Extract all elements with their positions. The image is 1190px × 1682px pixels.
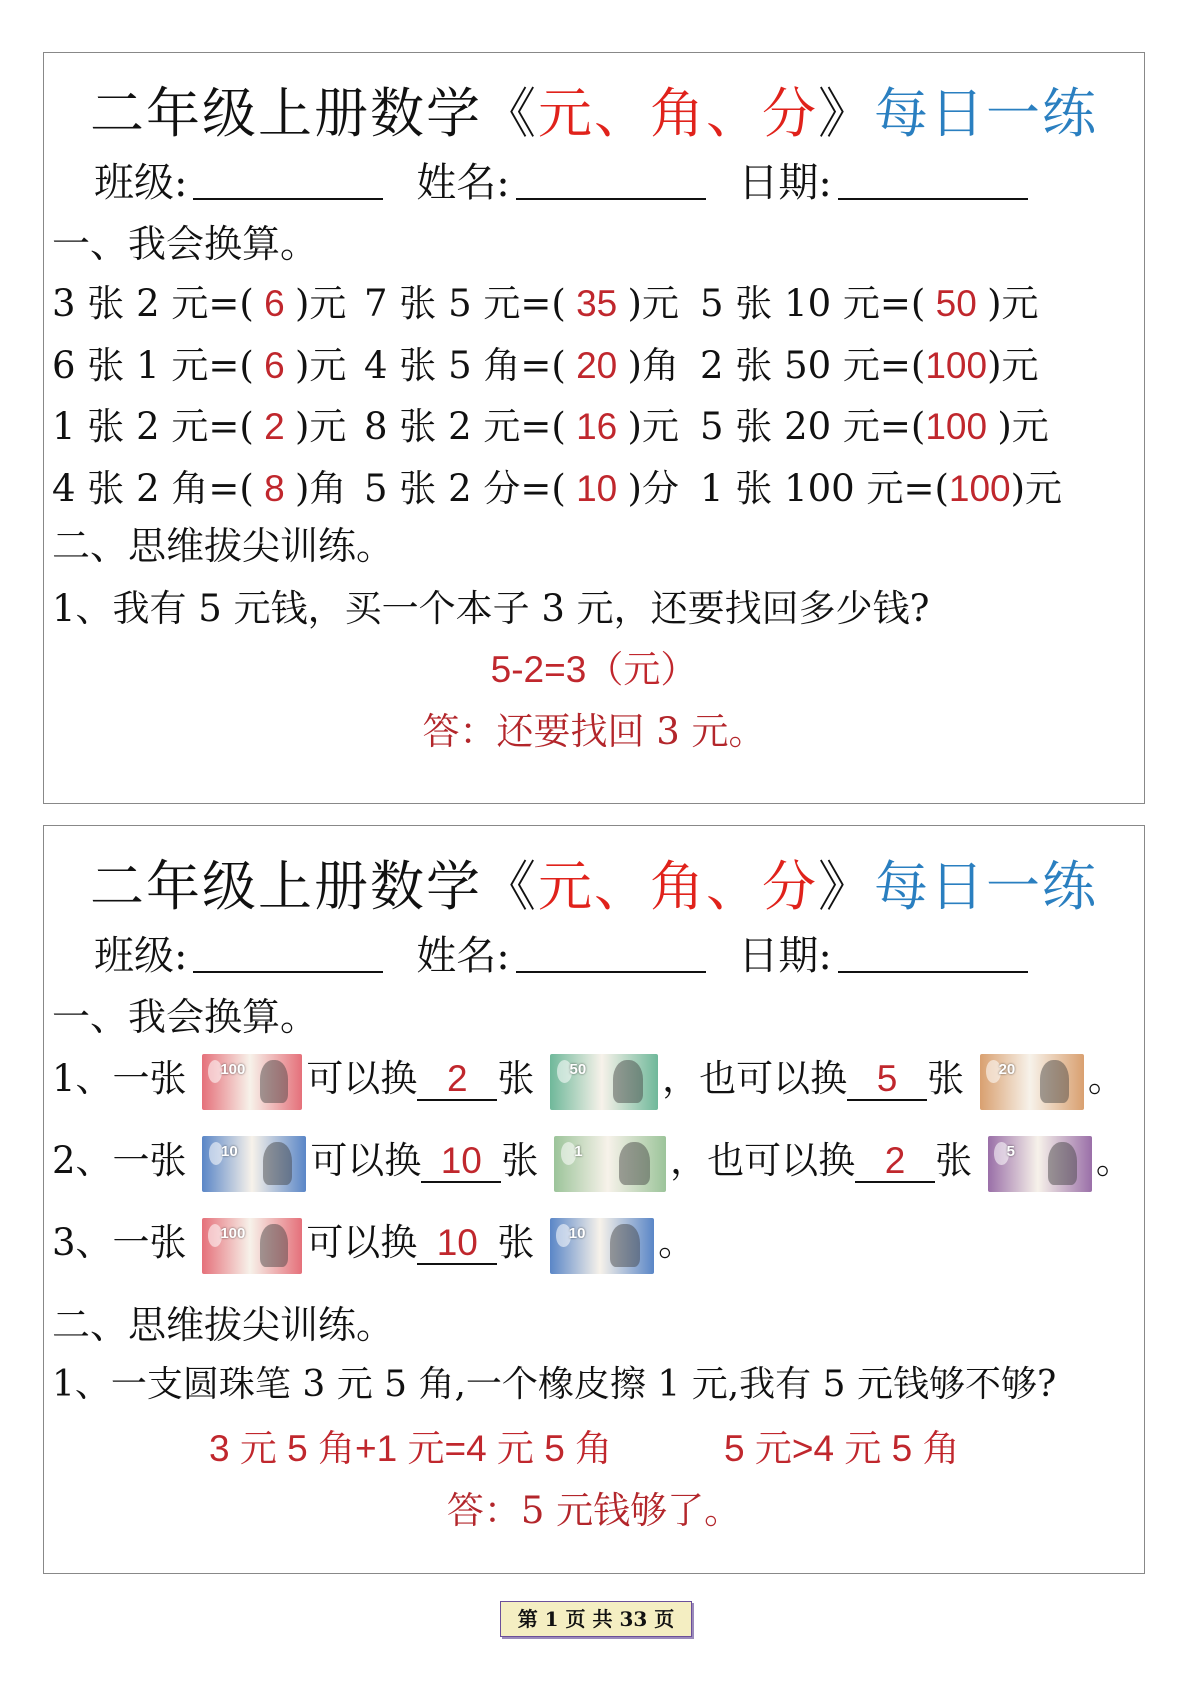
answer-value: 10 bbox=[565, 468, 628, 509]
class-label: 班级: bbox=[94, 160, 188, 206]
answer-value: 100 bbox=[925, 406, 998, 447]
worksheet-title: 二年级上册数学《元、角、分》每日一练 bbox=[90, 82, 1098, 145]
class-blank bbox=[193, 162, 383, 200]
answer-value: 35 bbox=[565, 283, 628, 324]
answer-value: 100 bbox=[925, 345, 988, 386]
banknote-10-image: 10 bbox=[550, 1218, 654, 1274]
note-exchange-item-3: 3、一张 100 可以换 10 张 10 。 bbox=[52, 1212, 695, 1274]
solution-answer: 答：还要找回 3 元。 bbox=[422, 710, 766, 753]
conversion-item: 5 张 2 分=( 10 )分 bbox=[364, 467, 679, 510]
name-blank bbox=[516, 162, 706, 200]
banknote-100-image: 100 bbox=[202, 1218, 302, 1274]
word-problem: 1、一支圆珠笔 3 元 5 角,一个橡皮擦 1 元,我有 5 元钱够不够? bbox=[52, 1364, 1057, 1405]
worksheet-card-2 bbox=[43, 825, 1145, 1574]
conversion-item: 1 张 2 元=( 2 )元 bbox=[52, 405, 347, 448]
banknote-100-image: 100 bbox=[202, 1054, 302, 1110]
word-problem: 1、我有 5 元钱，买一个本子 3 元，还要找回多少钱? bbox=[52, 587, 930, 630]
answer-value: 6 bbox=[253, 345, 295, 386]
worksheet-title: 二年级上册数学《元、角、分》每日一练 bbox=[90, 855, 1098, 918]
conversion-item: 7 张 5 元=( 35 )元 bbox=[364, 282, 679, 325]
conversion-item: 4 张 5 角=( 20 )角 bbox=[364, 344, 679, 387]
conversion-item: 5 张 10 元=( 50 )元 bbox=[700, 282, 1039, 325]
name-label: 姓名: bbox=[416, 160, 510, 206]
class-label: 班级: bbox=[94, 933, 188, 979]
page-number-footer: 第 1 页 共 33 页 bbox=[500, 1601, 692, 1637]
conversion-item: 5 张 20 元=(100 )元 bbox=[700, 405, 1049, 448]
section-heading-conversion: 一、我会换算。 bbox=[52, 222, 319, 266]
answer-blank: 5 bbox=[847, 1060, 927, 1101]
name-blank bbox=[516, 935, 706, 973]
conversion-item: 3 张 2 元=( 6 )元 bbox=[52, 282, 347, 325]
answer-value: 2 bbox=[253, 406, 295, 447]
conversion-item: 1 张 100 元=(100)元 bbox=[700, 467, 1063, 510]
answer-blank: 10 bbox=[421, 1142, 501, 1183]
solution-equation-b: 5 元>4 元 5 角 bbox=[724, 1428, 960, 1469]
answer-value: 16 bbox=[565, 406, 628, 447]
answer-blank: 2 bbox=[417, 1060, 497, 1101]
note-exchange-item-2: 2、一张 10 可以换 10 张 1 ，也可以换 2 张 5 。 bbox=[52, 1130, 1133, 1192]
answer-blank: 10 bbox=[417, 1224, 497, 1265]
conversion-item: 8 张 2 元=( 16 )元 bbox=[364, 405, 679, 448]
date-label: 日期: bbox=[738, 160, 832, 206]
solution-answer: 答：5 元钱够了。 bbox=[446, 1489, 742, 1532]
answer-value: 20 bbox=[565, 345, 628, 386]
class-blank bbox=[193, 935, 383, 973]
banknote-1-image: 1 bbox=[554, 1136, 666, 1192]
worksheet-card-1 bbox=[43, 52, 1145, 804]
solution-equation-a: 3 元 5 角+1 元=4 元 5 角 bbox=[209, 1428, 613, 1469]
conversion-item: 6 张 1 元=( 6 )元 bbox=[52, 344, 347, 387]
solution-equation: 5-2=3（元） bbox=[490, 649, 698, 690]
date-blank bbox=[838, 935, 1028, 973]
note-exchange-item-1: 1、一张 100 可以换 2 张 50 ，也可以换 5 张 20 。 bbox=[52, 1048, 1125, 1110]
banknote-5-image: 5 bbox=[988, 1136, 1092, 1192]
banknote-10-image: 10 bbox=[202, 1136, 306, 1192]
conversion-item: 4 张 2 角=( 8 )角 bbox=[52, 467, 347, 510]
section-heading-thinking: 二、思维拔尖训练。 bbox=[52, 524, 395, 568]
answer-blank: 2 bbox=[855, 1142, 935, 1183]
date-blank bbox=[838, 162, 1028, 200]
banknote-20-image: 20 bbox=[980, 1054, 1084, 1110]
student-info-row bbox=[94, 151, 1094, 208]
banknote-50-image: 50 bbox=[550, 1054, 658, 1110]
date-label: 日期: bbox=[738, 933, 832, 979]
answer-value: 6 bbox=[253, 283, 295, 324]
section-heading-thinking: 二、思维拔尖训练。 bbox=[52, 1303, 395, 1347]
name-label: 姓名: bbox=[416, 933, 510, 979]
answer-value: 8 bbox=[253, 468, 295, 509]
answer-value: 100 bbox=[948, 468, 1011, 509]
section-heading-conversion: 一、我会换算。 bbox=[52, 995, 319, 1039]
student-info-row bbox=[94, 924, 1094, 981]
conversion-item: 2 张 50 元=(100)元 bbox=[700, 344, 1039, 387]
answer-value: 50 bbox=[925, 283, 988, 324]
